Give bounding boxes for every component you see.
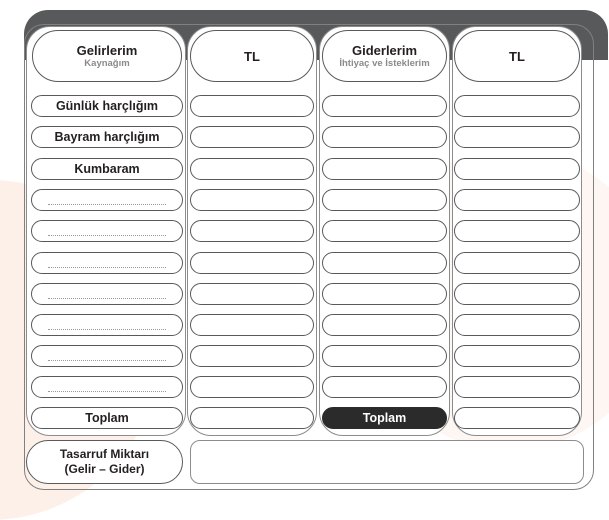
- expense-amount-field[interactable]: [454, 220, 580, 242]
- dotted-line: [48, 391, 166, 392]
- expense-field[interactable]: [322, 189, 447, 211]
- expense-amount-field[interactable]: [454, 314, 580, 336]
- income-source-label: Bayram harçlığım: [31, 126, 183, 148]
- expense-amount-header: [454, 30, 580, 82]
- income-total-field[interactable]: [190, 407, 314, 429]
- income-amount-field[interactable]: [190, 95, 314, 117]
- expense-amount-header-title: TL: [509, 48, 525, 64]
- expense-field[interactable]: [322, 376, 447, 398]
- income-source-field[interactable]: [31, 220, 183, 242]
- income-amount-header-title: TL: [244, 48, 260, 64]
- income-source-label: Kumbaram: [31, 158, 183, 180]
- expense-amount-field[interactable]: [454, 376, 580, 398]
- expense-amount-field[interactable]: [454, 345, 580, 367]
- income-header-title: Gelirlerim: [76, 42, 138, 58]
- expense-amount-field[interactable]: [454, 158, 580, 180]
- expense-header-title: Giderlerim: [351, 42, 418, 58]
- savings-label-line2: (Gelir – Gider): [64, 462, 145, 476]
- income-header-subtitle: Kaynağım: [84, 57, 130, 69]
- expense-amount-field[interactable]: [454, 95, 580, 117]
- income-amount-field[interactable]: [190, 283, 314, 305]
- savings-label: [26, 440, 183, 484]
- income-source-field[interactable]: [31, 283, 183, 305]
- income-amount-field[interactable]: [190, 189, 314, 211]
- income-header: [32, 30, 182, 82]
- expense-field[interactable]: [322, 95, 447, 117]
- income-amount-field[interactable]: [190, 345, 314, 367]
- expense-header: [322, 30, 447, 82]
- expense-amount-field[interactable]: [454, 126, 580, 148]
- dotted-line: [48, 267, 166, 268]
- dotted-line: [48, 235, 166, 236]
- expense-total-field[interactable]: [454, 407, 580, 429]
- expense-amount-field[interactable]: [454, 283, 580, 305]
- income-total-label: Toplam: [31, 407, 183, 429]
- income-source-field[interactable]: [31, 376, 183, 398]
- income-amount-field[interactable]: [190, 314, 314, 336]
- expense-total-label: Toplam: [322, 407, 447, 429]
- dotted-line: [48, 360, 166, 361]
- expense-amount-field[interactable]: [454, 189, 580, 211]
- income-source-field[interactable]: [31, 189, 183, 211]
- expense-header-subtitle: İhtiyaç ve İsteklerim: [339, 57, 430, 69]
- income-amount-field[interactable]: [190, 126, 314, 148]
- savings-label-line1: Tasarruf Miktarı: [59, 447, 150, 461]
- dotted-line: [48, 204, 166, 205]
- expense-field[interactable]: [322, 220, 447, 242]
- expense-field[interactable]: [322, 283, 447, 305]
- dotted-line: [48, 298, 166, 299]
- income-source-field[interactable]: [31, 314, 183, 336]
- expense-amount-field[interactable]: [454, 252, 580, 274]
- income-amount-field[interactable]: [190, 158, 314, 180]
- income-source-field[interactable]: [31, 345, 183, 367]
- expense-field[interactable]: [322, 252, 447, 274]
- income-source-label: Günlük harçlığım: [31, 95, 183, 117]
- income-amount-field[interactable]: [190, 252, 314, 274]
- dotted-line: [48, 329, 166, 330]
- income-source-field[interactable]: [31, 252, 183, 274]
- savings-amount-field[interactable]: [190, 440, 584, 484]
- expense-field[interactable]: [322, 314, 447, 336]
- income-amount-field[interactable]: [190, 376, 314, 398]
- expense-field[interactable]: [322, 345, 447, 367]
- income-amount-field[interactable]: [190, 220, 314, 242]
- expense-field[interactable]: [322, 158, 447, 180]
- income-amount-header: [190, 30, 314, 82]
- expense-field[interactable]: [322, 126, 447, 148]
